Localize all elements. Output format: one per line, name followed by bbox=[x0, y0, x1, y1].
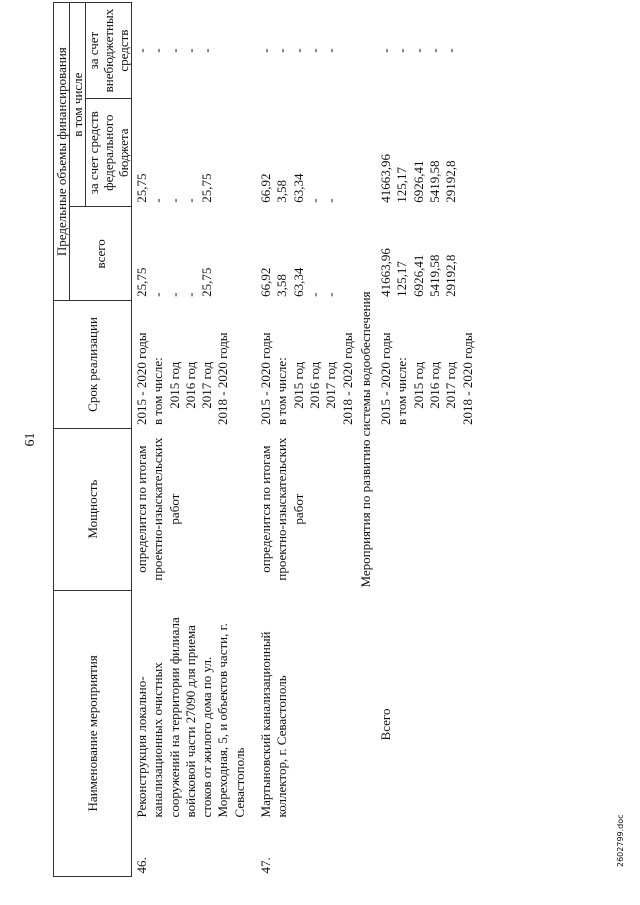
header-term: Срок реализации bbox=[54, 301, 132, 428]
table-header bbox=[54, 3, 132, 877]
document-id: 2602799.doc bbox=[616, 814, 625, 867]
row-number: 47. bbox=[258, 857, 274, 874]
total-row bbox=[376, 3, 476, 877]
row-federal: 66,92 3,58 63,34 - - bbox=[258, 173, 339, 203]
total-extra: - - - - - bbox=[378, 48, 459, 53]
total-term: 2015 - 2020 годы в том числе: 2015 год 2016 год 2017 год 2018 - 2020 годы bbox=[378, 332, 475, 426]
section-title: Мероприятия по развитию системы водообеспечения bbox=[357, 291, 373, 588]
header-name: Наименование мероприятия bbox=[54, 590, 132, 876]
table-row bbox=[132, 3, 249, 877]
row-total: 25,75 - - - 25,75 bbox=[134, 267, 215, 297]
header-power: Мощность bbox=[54, 428, 132, 590]
row-term: 2015 - 2020 годы в том числе: 2015 год 2016 год 2017 год 2018 - 2020 годы bbox=[134, 332, 231, 426]
total-label: Всего bbox=[378, 708, 394, 741]
row-federal: 25,75 - - - 25,75 bbox=[134, 173, 215, 203]
header-extra: за счет внебюджетных средств bbox=[86, 3, 132, 99]
section-row bbox=[356, 3, 376, 877]
row-total: 66,92 3,58 63,34 - - bbox=[258, 267, 339, 297]
header-total: всего bbox=[70, 207, 132, 301]
header-incl: в том числе bbox=[70, 3, 86, 207]
row-name: Реконструкция локально-канализационных очистных сооружений на территории филиала войсковой части 27090 для приема стоков от жилого дома по ул. Мореходная, 5, и объектов части, г. Севастополь bbox=[134, 617, 247, 818]
total-federal: 41663,96 125,17 6926,41 5419,58 29192,8 bbox=[378, 154, 459, 203]
rotated-content bbox=[0, 2, 640, 877]
row-extra: - - - - - bbox=[258, 48, 339, 53]
row-power: определится по итогам проектно-изыскательских работ bbox=[134, 437, 182, 581]
header-federal: за счет средств федерального бюджета bbox=[86, 99, 132, 207]
total-total: 41663,96 125,17 6926,41 5419,58 29192,8 bbox=[378, 248, 459, 297]
header-limits: Предельные объемы финансирования bbox=[54, 3, 70, 301]
row-number: 46. bbox=[134, 857, 149, 874]
row-term: 2015 - 2020 годы в том числе: 2015 год 2016 год 2017 год 2018 - 2020 годы bbox=[258, 332, 355, 426]
row-power: определится по итогам проектно-изыскательских работ bbox=[258, 437, 306, 581]
row-extra: - - - - - bbox=[134, 48, 215, 53]
row-name: Мартыновский канализационный коллектор, г. Севастополь bbox=[258, 631, 290, 818]
table-row bbox=[248, 3, 356, 877]
page-number: 61 bbox=[23, 432, 38, 447]
financing-table bbox=[53, 2, 476, 877]
